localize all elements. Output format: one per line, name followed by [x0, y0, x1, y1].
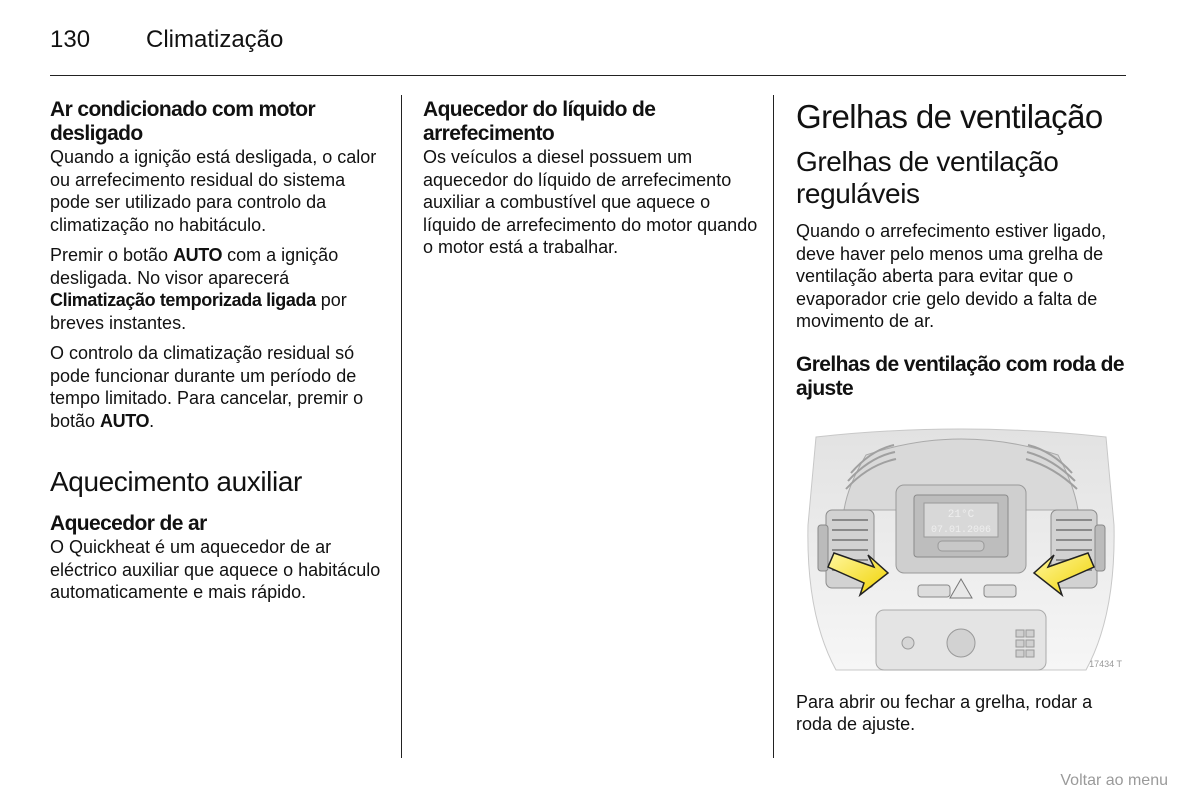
auto-label: AUTO: [173, 245, 223, 265]
left-adjust-wheel[interactable]: [818, 525, 828, 571]
right-adjust-wheel[interactable]: [1095, 525, 1105, 571]
heading-wheel-vents: Grelhas de ventilação com roda de ajuste: [796, 352, 1124, 400]
display-readout-line1: 21°C: [947, 508, 975, 521]
page-number: 130: [50, 26, 91, 53]
paragraph-ac-3: [50, 342, 385, 432]
heading-vents: Grelhas de ventilação: [796, 98, 1103, 135]
text-span: Premir o botão: [50, 245, 174, 265]
heading-coolant-heater: Aquecedor do líquido de arrefecimento: [423, 98, 656, 145]
dashboard-vents-drawing: [796, 415, 1126, 675]
heading-aux-heating: Aquecimento auxiliar: [50, 466, 302, 497]
column-divider-1: [401, 95, 402, 758]
figure-code: 17434 T: [1089, 658, 1122, 669]
text-span: .: [149, 410, 155, 431]
paragraph-ac-2: [50, 244, 385, 334]
paragraph-adjustable-vents: Quando o arrefecimento estiver ligado, deve haver pelo menos uma grelha de ventilação aberta para evitar que o evaporador crie gelo devido a falta de movimento de ar.: [796, 221, 1107, 331]
text-span: O controlo da climatização residual só pode funcionar durante um período de tempo limitado. Para cancelar, premir o botão: [50, 343, 364, 431]
display-readout-line2: 07.01.2006: [930, 524, 992, 536]
paragraph-ac-1: Quando a ignição está desligada, o calor ou arrefecimento residual do sistema pode ser utilizado para controlo da climatização no habitáculo.: [50, 147, 377, 235]
paragraph-coolant-heater: Os veículos a diesel possuem um aquecedor do líquido de arrefecimento auxiliar a combustível que aquece o líquido de arrefecimento do motor quando o motor está a trabalhar.: [423, 147, 758, 257]
text-span: com a ignição desligada. No visor aparecerá: [50, 245, 339, 288]
text-span: por breves instantes.: [50, 290, 347, 333]
heading-air-heater: Aquecedor de ar: [50, 512, 207, 535]
column-3: [796, 98, 1131, 736]
column-2: [423, 98, 758, 259]
header-rule: [50, 75, 1126, 76]
heading-adjustable-vents: Grelhas de ventilação reguláveis: [796, 146, 1059, 209]
back-to-menu-link[interactable]: Voltar ao menu: [1060, 772, 1168, 789]
paragraph-air-heater: O Quickheat é um aquecedor de ar eléctrico auxiliar que aquece o habitáculo automaticamente e mais rápido.: [50, 537, 381, 602]
dashboard-illustration: [796, 415, 1126, 675]
column-divider-2: [773, 95, 774, 758]
page-header: [50, 26, 1126, 56]
paragraph-wheel-vents: Para abrir ou fechar a grelha, rodar a roda de ajuste.: [796, 691, 1093, 734]
column-1: [50, 98, 385, 604]
heading-ac-engine-off: Ar condicionado com motor desligado: [50, 98, 316, 145]
auto-label: AUTO: [100, 410, 150, 431]
display-message: Climatização temporizada ligada: [50, 290, 316, 310]
page-title: Climatização: [146, 26, 284, 53]
